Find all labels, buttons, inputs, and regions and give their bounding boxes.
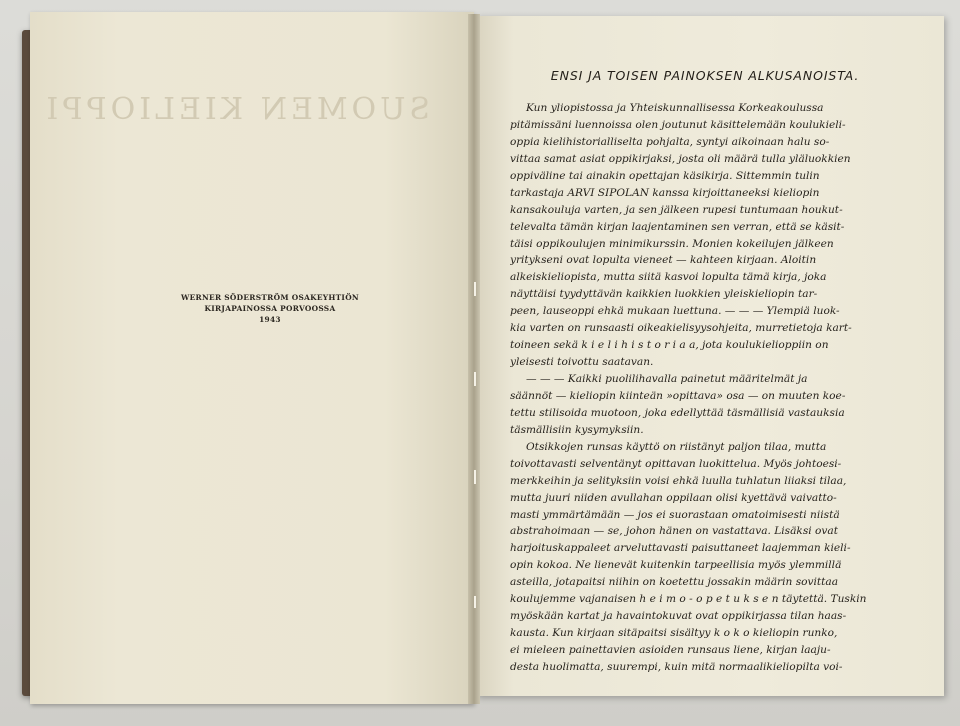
text-line: tettu stilisoida muotoon, joka edellyttää täsmällisiä vastauksia: [510, 406, 845, 419]
text-line: yritykseni ovat lopulta vieneet — kahteen kirjaan. Aloitin: [510, 254, 817, 267]
text-line: televalta tämän kirjan laajentaminen sen verran, että se käsit-: [510, 220, 845, 233]
text-line: yleisesti toivottu saatavan.: [510, 356, 654, 369]
text-line: opin kokoa. Ne lienevät kuitenkin tarpeellisia myös ylemmillä: [510, 559, 842, 572]
binding-stitch: [474, 470, 476, 484]
text-line: kia varten on runsaasti oikeakielisyysohjeita, murretietoja kart-: [510, 322, 852, 335]
text-line: täsmällisiin kysymyksiin.: [510, 423, 644, 436]
text-line: peen, lauseoppi ehkä mukaan luettuna. — — — Ylempiä luok-: [510, 305, 840, 318]
text-line: Otsikkojen runsas käyttö on riistänyt paljon tilaa, mutta: [526, 440, 827, 453]
text-line: täisi oppikoulujen minimikurssin. Monien kokeilujen jälkeen: [510, 237, 834, 250]
text-line: Kun yliopistossa ja Yhteiskunnallisessa Korkeakoulussa: [526, 102, 824, 114]
binding-stitch: [474, 596, 476, 608]
text-line: merkkeihin ja selityksiin voisi ehkä luulla tuhlatun liiaksi tilaa,: [510, 474, 847, 487]
text-line: abstrahoimaan — se, johon hänen on vastattava. Lisäksi ovat: [510, 525, 838, 538]
bleed-through-title: SUOMEN KIELIOPPI: [42, 92, 430, 127]
binding-stitch: [474, 372, 476, 386]
text-line: oppia kielihistorialliselta pohjalta, syntyi aikoinaan halu so-: [510, 135, 830, 148]
preface-heading: ENSI JA TOISEN PAINOKSEN ALKUSANOISTA.: [550, 68, 860, 83]
text-line: koulujemme vajanaisen h e i m o - o p e t u k s e n täytettä. Tuskin: [510, 593, 866, 606]
printer-imprint: [160, 292, 380, 325]
text-line: harjoituskappaleet arveluttavasti paisuttaneet laajemman kieli-: [510, 542, 851, 555]
text-line: myöskään kartat ja havaintokuvat ovat oppikirjassa tilan haas-: [510, 610, 847, 623]
text-line: ei mieleen painettavien asioiden runsaus liene, kirjan laaju-: [510, 644, 831, 656]
imprint-line-1: WERNER SÖDERSTRÖM OSAKEYHTIÖN: [181, 293, 359, 302]
text-line: oppiväline tai ainakin opettajan käsikirja. Sittemmin tulin: [510, 169, 820, 182]
text-line: mutta juuri niiden avullahan oppilaan olisi kyettävä vaivatto-: [510, 491, 837, 504]
text-line: desta huolimatta, suurempi, kuin mitä normaalikieliopilta voi-: [510, 660, 843, 673]
text-line: toineen sekä k i e l i h i s t o r i a a, jota koulukielioppiin on: [510, 339, 829, 352]
text-line: alkeiskieliopista, mutta siitä kasvoi lopulta tämä kirja, joka: [510, 271, 827, 284]
text-line: — — — Kaikki puolilihavalla painetut määritelmät ja: [526, 373, 808, 385]
imprint-year: 1943: [259, 315, 281, 324]
text-line: säännöt — kieliopin kiinteän »opittava» osa — on muuten koe-: [510, 389, 846, 402]
text-line: vittaa samat asiat oppikirjaksi, josta oli määrä tulla yläluokkien: [510, 152, 851, 165]
text-line: kausta. Kun kirjaan sitäpaitsi sisältyy k o k o kieliopin runko,: [510, 627, 838, 640]
text-line: tarkastaja ARVI SIPOLAN kanssa kirjoittaneeksi kieliopin: [510, 186, 820, 199]
text-line: pitämissäni luennoissa olen joutunut käsittelemään koulukieli-: [510, 118, 846, 131]
preface-body: [510, 100, 866, 676]
text-line: toivottavasti selventänyt opittavan luokittelua. Myös johtoesi-: [510, 457, 842, 470]
text-line: kansakouluja varten, ja sen jälkeen rupesi tuntumaan houkut-: [510, 203, 843, 216]
imprint-line-2: KIRJAPAINOSSA PORVOOSSA: [204, 304, 336, 313]
text-line: näyttäisi tyydyttävän kaikkien luokkien yleiskieliopin tar-: [510, 288, 818, 301]
text-line: asteilla, jotapaitsi niihin on koetettu jossakin määrin sovittaa: [510, 576, 839, 589]
text-line: masti ymmärtämään — jos ei suorastaan omatoimisesti niistä: [510, 508, 840, 521]
binding-stitch: [474, 282, 476, 296]
